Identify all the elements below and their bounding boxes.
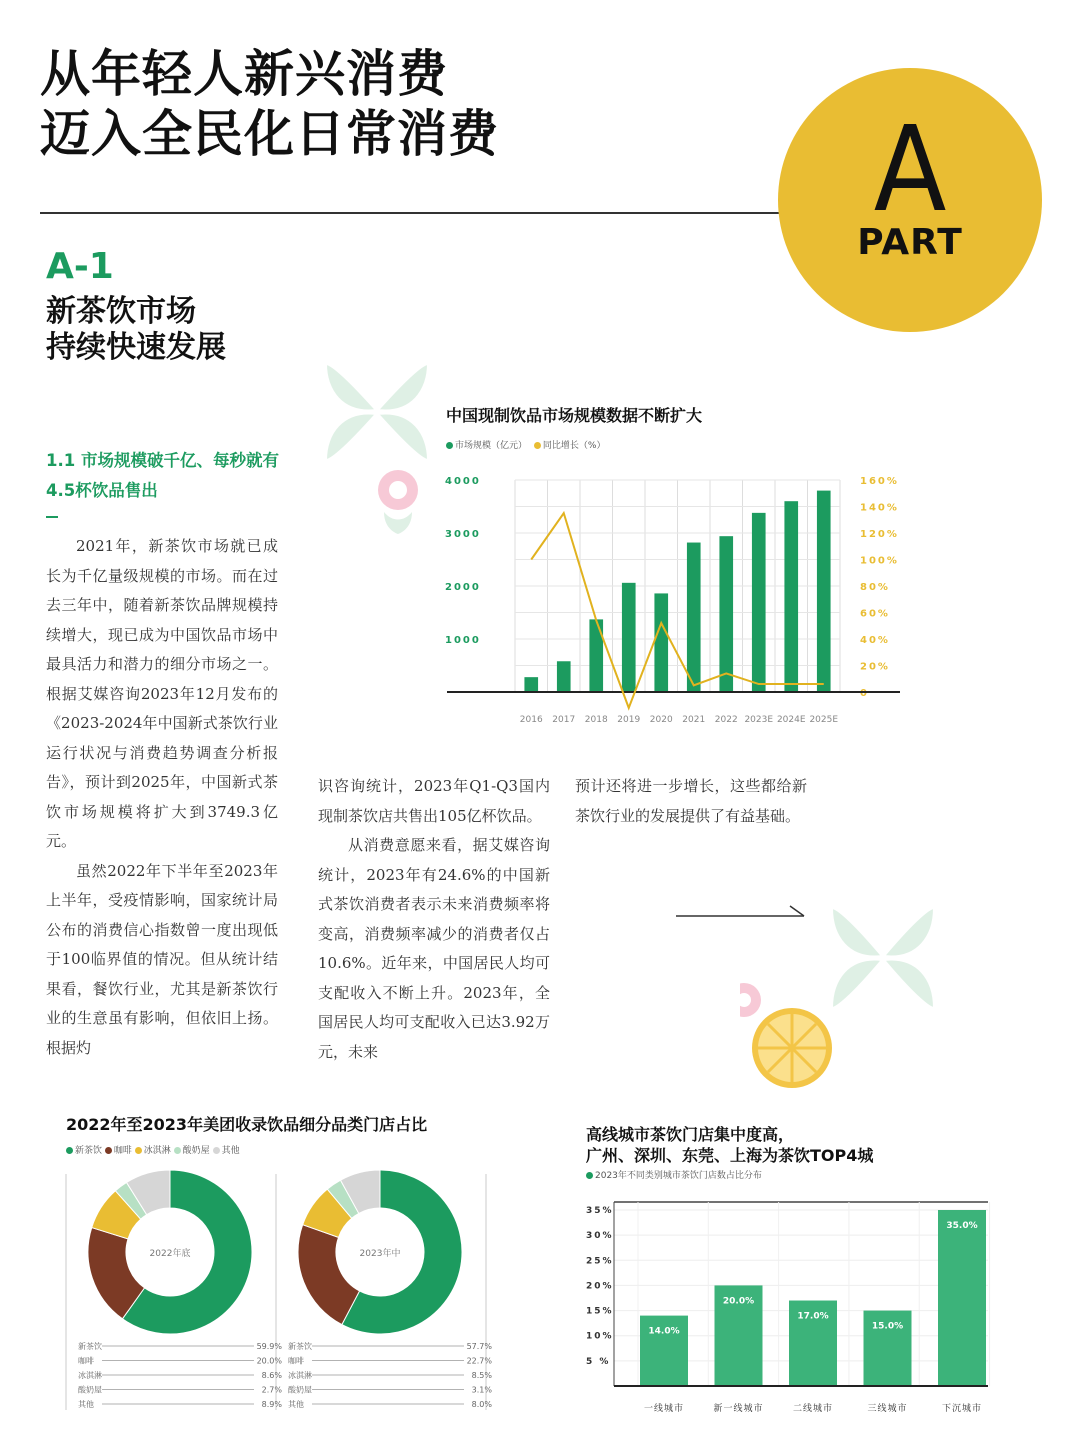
small-leaf-icon xyxy=(384,512,412,534)
col2-paragraph-1: 识咨询统计，2023年Q1-Q3国内现制茶饮店共售出105亿杯饮品。 xyxy=(318,777,550,825)
x-tick-label: 2016 xyxy=(519,715,543,725)
y-right-tick: 40% xyxy=(860,635,890,646)
y-right-tick: 100% xyxy=(860,555,899,567)
donut-row-value: 59.9% xyxy=(256,1342,282,1351)
donut-row-label: 其他 xyxy=(288,1400,304,1409)
section-code: A-1 xyxy=(46,246,114,287)
pink-flower-icon xyxy=(378,470,418,510)
part-letter: A xyxy=(873,100,947,238)
x-tick-label: 2023E xyxy=(744,715,774,725)
donut-center-label: 2023年中 xyxy=(359,1249,401,1259)
donut-row-value: 2.7% xyxy=(261,1385,282,1395)
bar-market-size xyxy=(557,661,571,692)
y-right-tick: 120% xyxy=(860,529,899,540)
market-size-chart xyxy=(440,460,920,740)
bar-market-size xyxy=(687,543,701,692)
fruit-decoration xyxy=(740,900,940,1090)
legend-city-share: 2023年不同类别城市茶饮门店数占比分布 xyxy=(595,1171,762,1181)
title-line-1: 从年轻人新兴消费 xyxy=(40,45,448,103)
body-column-3 xyxy=(575,772,807,831)
lemon-slice-icon xyxy=(752,1008,832,1088)
legend-dot-market-size xyxy=(446,442,453,449)
title-line-2: 迈入全民化日常消费 xyxy=(40,105,499,163)
donut-row-label: 其他 xyxy=(78,1400,94,1409)
chart1-legend xyxy=(446,438,605,451)
y-tick: 25% xyxy=(586,1256,614,1267)
donut-row-value: 20.0% xyxy=(256,1356,282,1366)
x-tick-label: 2021 xyxy=(682,715,706,725)
legend-icecream: 冰淇淋 xyxy=(143,1146,171,1156)
y-tick: 10% xyxy=(586,1331,614,1342)
donut-row-label: 酸奶屋 xyxy=(288,1385,312,1395)
bar-market-size xyxy=(752,513,766,692)
donut-row-label: 咖啡 xyxy=(78,1356,94,1366)
legend-dot-coffee xyxy=(105,1147,112,1154)
x-tick-label: 2020 xyxy=(649,715,673,725)
bar-market-size xyxy=(589,619,603,692)
page-title xyxy=(40,44,499,164)
bar-market-size xyxy=(524,677,538,692)
legend-dot-icecream xyxy=(135,1147,142,1154)
donut-row-label: 咖啡 xyxy=(288,1356,304,1366)
leaf-cluster-icon xyxy=(326,364,428,460)
x-tick-label: 2018 xyxy=(584,715,608,725)
chart3-title-line-1: 高线城市茶饮门店集中度高， xyxy=(586,1125,795,1144)
chart3-title xyxy=(586,1124,873,1166)
donut-center-label: 2022年底 xyxy=(149,1249,191,1259)
x-tick-label: 2017 xyxy=(552,715,576,725)
donut-row-value: 8.5% xyxy=(471,1371,492,1380)
y-right-tick: 140% xyxy=(860,502,899,514)
legend-coffee: 咖啡 xyxy=(113,1146,132,1156)
section-title-line-1: 新茶饮市场 xyxy=(46,294,196,329)
chart3-legend xyxy=(586,1168,762,1181)
chart1-title: 中国现制饮品市场规模数据不断扩大 xyxy=(446,406,703,425)
leaf-cluster-icon xyxy=(832,908,934,1008)
body-column-2 xyxy=(318,772,550,1067)
chart2-legend xyxy=(66,1143,240,1156)
bar-value-label: 14.0% xyxy=(648,1326,680,1337)
subsection-heading: 1.1 市场规模破千亿、每秒就有4.5杯饮品售出 xyxy=(46,451,279,500)
bar-value-label: 35.0% xyxy=(946,1221,978,1231)
x-tick-label: 三线城市 xyxy=(867,1404,908,1414)
bar-market-size xyxy=(817,491,831,692)
x-tick-label: 下沉城市 xyxy=(941,1404,983,1414)
y-right-tick: 80% xyxy=(860,582,890,593)
col1-paragraph-2: 虽然2022年下半年至2023年上半年，受疫情影响，国家统计局公布的消费信心指数曾一度出现低于100临界值的情况。但从统计结果看，餐饮行业，尤其是新茶饮行业的生意虽有影响，但依旧上扬。根据灼 xyxy=(46,861,278,1057)
legend-tea: 新茶饮 xyxy=(75,1146,103,1156)
y-left-tick: 1000 xyxy=(445,635,481,646)
donut-row-value: 8.9% xyxy=(261,1400,282,1409)
x-tick-label: 二线城市 xyxy=(792,1404,834,1414)
category-share-donuts xyxy=(60,1166,500,1422)
x-tick-label: 2024E xyxy=(776,715,806,725)
y-right-tick: 0 xyxy=(860,688,869,699)
y-tick: 30% xyxy=(586,1231,614,1242)
x-tick-label: 2022 xyxy=(714,715,738,725)
x-tick-label: 一线城市 xyxy=(643,1404,685,1414)
legend-dot-city-share xyxy=(586,1172,593,1179)
y-right-tick: 20% xyxy=(860,661,890,673)
y-left-tick: 2000 xyxy=(445,582,481,593)
legend-dot-growth xyxy=(534,442,541,449)
y-left-tick: 4000 xyxy=(445,476,481,487)
legend-growth: 同比增长（%） xyxy=(542,441,606,451)
legend-dot-yogurt xyxy=(174,1147,181,1154)
col3-paragraph-1: 预计还将进一步增长，这些都给新茶饮行业的发展提供了有益基础。 xyxy=(575,777,807,825)
donut-row-label: 冰淇淋 xyxy=(78,1371,102,1380)
bar-market-size xyxy=(719,536,733,692)
bar-market-size xyxy=(622,583,636,692)
bar-value-label: 15.0% xyxy=(871,1321,904,1332)
leaf-flower-decoration xyxy=(322,362,432,542)
col1-paragraph-1: 2021年，新茶饮市场就已成长为千亿量级规模的市场。而在过去三年中，随着新茶饮品牌规模持续增大，现已成为中国饮品市场中最具活力和潜力的细分市场之一。根据艾媒咨询2023年12月发布的《2023-2024年中国新式茶饮行业运行状况与消费趋势调查分析报告》，预计到2025年，中国新式茶饮市场规模将扩大到3749.3亿元。 xyxy=(46,537,278,850)
x-tick-label: 新一线城市 xyxy=(713,1404,764,1414)
y-right-tick: 160% xyxy=(860,476,899,487)
bar-value-label: 17.0% xyxy=(797,1311,829,1322)
y-left-tick: 3000 xyxy=(445,529,481,540)
donut-row-value: 8.0% xyxy=(471,1400,492,1409)
donut-row-label: 冰淇淋 xyxy=(288,1371,312,1380)
x-tick-label: 2019 xyxy=(617,715,641,725)
bar-value-label: 20.0% xyxy=(722,1296,755,1307)
donut-row-label: 新茶饮 xyxy=(78,1342,102,1351)
chart3-title-line-2: 广州、深圳、东莞、上海为茶饮TOP4城 xyxy=(586,1146,874,1165)
y-right-tick: 60% xyxy=(860,608,890,620)
donut-row-value: 8.6% xyxy=(261,1371,282,1380)
section-title-line-2: 持续快速发展 xyxy=(46,330,226,365)
chart2-title: 2022年至2023年美团收录饮品细分品类门店占比 xyxy=(66,1115,428,1134)
legend-dot-tea xyxy=(66,1147,73,1154)
y-tick: 35% xyxy=(586,1206,614,1216)
donut-row-label: 新茶饮 xyxy=(288,1342,312,1351)
bar-market-size xyxy=(654,593,668,692)
legend-other: 其他 xyxy=(221,1146,240,1156)
bar-city-share xyxy=(938,1210,986,1386)
bar-market-size xyxy=(784,501,798,692)
section-title xyxy=(46,294,226,366)
x-tick-label: 2025E xyxy=(809,715,839,725)
body-column-1 xyxy=(46,532,278,1063)
part-label: PART xyxy=(857,222,963,263)
y-tick: 20% xyxy=(586,1281,614,1292)
donut-row-label: 酸奶屋 xyxy=(78,1385,102,1395)
y-tick: 15% xyxy=(586,1306,614,1317)
legend-yogurt: 酸奶屋 xyxy=(182,1146,210,1156)
legend-dot-other xyxy=(213,1147,220,1154)
subsection-dash xyxy=(46,516,58,518)
donut-row-value: 57.7% xyxy=(466,1342,492,1351)
legend-market-size: 市场规模（亿元） xyxy=(455,441,528,451)
donut-row-value: 22.7% xyxy=(466,1356,492,1366)
col2-paragraph-2: 从消费意愿来看，据艾媒咨询统计，2023年有24.6%的中国新式茶饮消费者表示未来消费频率将变高，消费频率减少的消费者仅占10.6%。近年来，中国居民人均可支配收入不断上升。2023年，全国居民人均可支配收入已达3.92万元，未来 xyxy=(318,836,550,1061)
pink-dot-flower-icon xyxy=(740,983,761,1017)
donut-row-value: 3.1% xyxy=(471,1385,492,1395)
y-tick: 5 % xyxy=(586,1356,611,1367)
city-tier-chart xyxy=(580,1190,1000,1420)
